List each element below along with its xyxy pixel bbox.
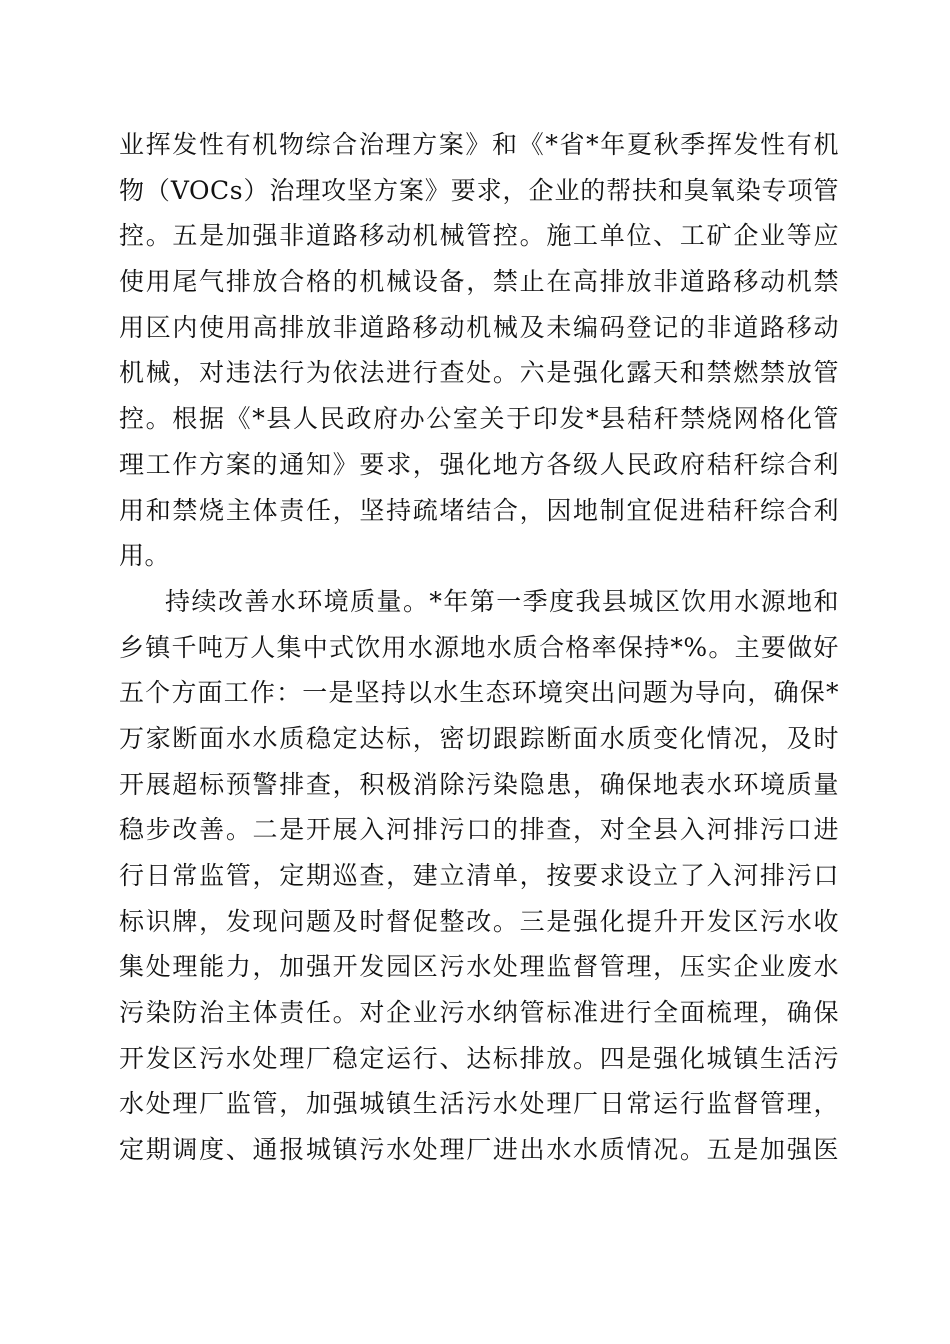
- text-line: 用区内使用高排放非道路移动机械及未编码登记的非道路移动: [119, 312, 839, 342]
- body-text: [119, 122, 839, 1173]
- text-line: 业挥发性有机物综合治理方案》和《*省*年夏秋季挥发性有机: [119, 130, 839, 159]
- text-line: 万家断面水水质稳定达标，密切跟踪断面水质变化情况，及时: [119, 723, 839, 753]
- paragraph-start-line: 持续改善水环境质量。*年第一季度我县城区饮用水源地和: [165, 586, 839, 616]
- text-line: 定期调度、通报城镇污水处理厂进出水水质情况。五是加强医: [119, 1135, 839, 1165]
- text-line: 物（VOCs）治理攻坚方案》要求，企业的帮扶和臭氧染专项管: [119, 175, 839, 205]
- text-line: 水处理厂监管，加强城镇生活污水处理厂日常运行监督管理，: [119, 1089, 839, 1119]
- text-line: 乡镇千吨万人集中式饮用水源地水质合格率保持*%。主要做好: [119, 632, 839, 662]
- text-line: 控。根据《*县人民政府办公室关于印发*县秸秆禁烧网格化管: [119, 404, 839, 434]
- text-line: 理工作方案的通知》要求，强化地方各级人民政府秸秆综合利: [119, 449, 839, 479]
- text-line: 机械，对违法行为依法进行查处。六是强化露天和禁燃禁放管: [119, 358, 839, 388]
- paragraph-end-line: 用。: [119, 541, 171, 571]
- text-line: 集处理能力，加强开发园区污水处理监督管理，压实企业废水: [119, 952, 839, 982]
- text-line: 五个方面工作：一是坚持以水生态环境突出问题为导向，确保*: [119, 678, 839, 708]
- text-line: 稳步改善。二是开展入河排污口的排查，对全县入河排污口进: [119, 815, 839, 845]
- text-line: 开展超标预警排查，积极消除污染隐患，确保地表水环境质量: [119, 769, 839, 799]
- text-line: 开发区污水处理厂稳定运行、达标排放。四是强化城镇生活污: [119, 1043, 839, 1073]
- text-line: 控。五是加强非道路移动机械管控。施工单位、工矿企业等应: [119, 221, 839, 251]
- text-line: 行日常监管，定期巡查，建立清单，按要求设立了入河排污口: [119, 861, 839, 890]
- text-line: 污染防治主体责任。对企业污水纳管标准进行全面梳理，确保: [119, 998, 839, 1028]
- text-line: 使用尾气排放合格的机械设备，禁止在高排放非道路移动机禁: [119, 267, 839, 297]
- text-line: 标识牌，发现问题及时督促整改。三是强化提升开发区污水收: [119, 906, 839, 936]
- text-line: 用和禁烧主体责任，坚持疏堵结合，因地制宜促进秸秆综合利: [119, 495, 839, 525]
